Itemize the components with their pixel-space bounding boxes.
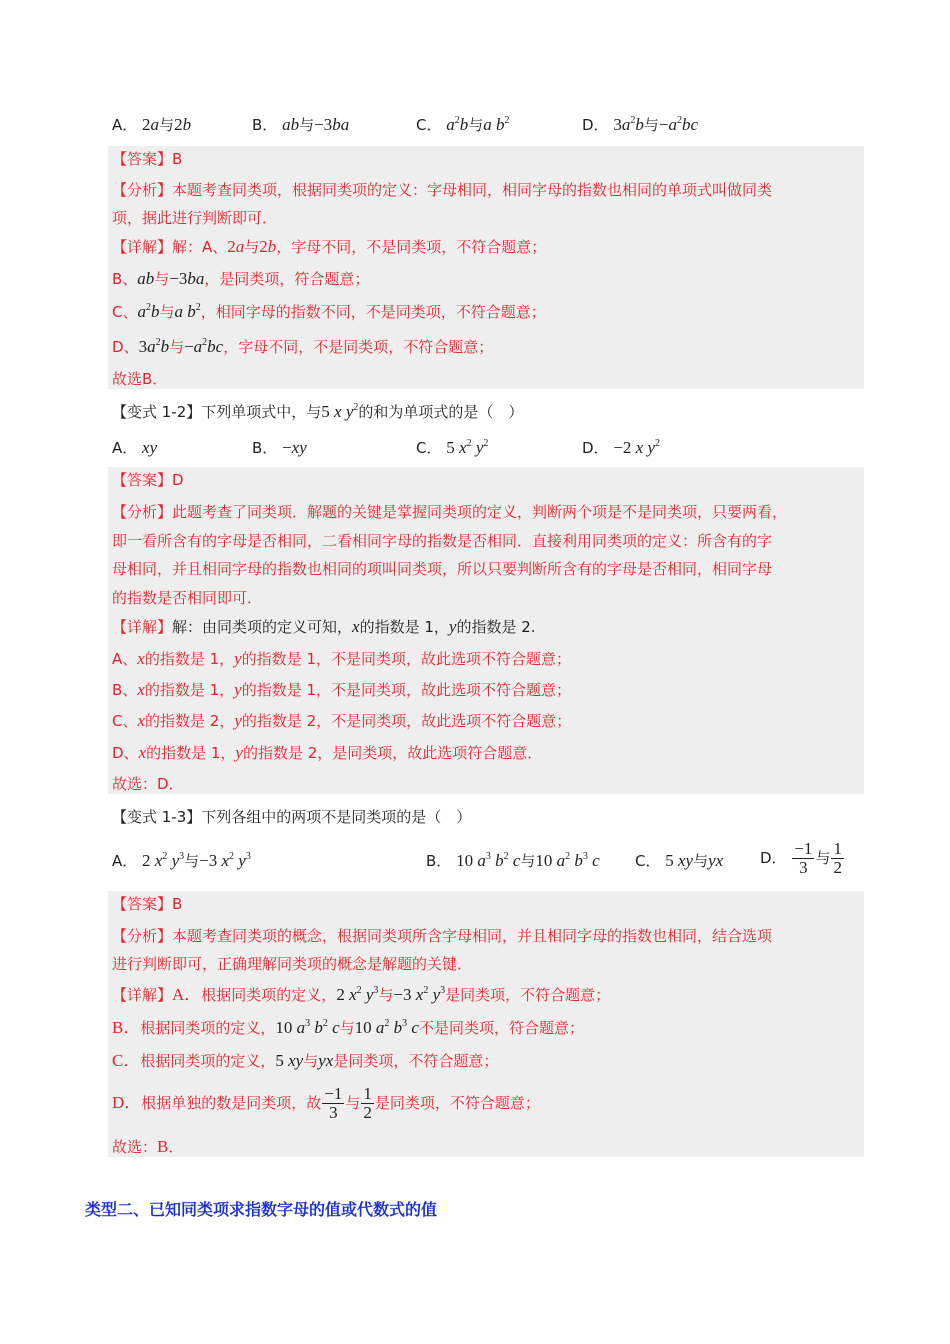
q2-detail-a: A、x的指数是 1，y的指数是 1，不是同类项，故此选项不符合题意； [112,649,571,668]
q1-option-d: D． $3a^2b$与$-a^2bc$ [582,115,698,134]
q2-option-c: C． 5 $x^2$ $y^2$ [416,438,489,457]
q2-detail-intro: 【详解】解：由同类项的定义可知，x的指数是 1，y的指数是 2. [112,617,536,636]
q3-analysis-line-2: 进行判断即可，正确理解同类项的概念是解题的关键． [112,955,473,973]
q3-title: 【变式 1-3】下列各组中的两项不是同类项的是（ ） [112,808,472,826]
q2-analysis-line-3: 母相同，并且相同字母的指数也相同的项叫同类项，所以只要判断所含有的字母是否相同，相同字母 [112,560,773,578]
q3-conclusion: 故选：B． [112,1137,184,1156]
q2-detail-b: B、x的指数是 1，y的指数是 1，不是同类项，故此选项不符合题意； [112,680,572,699]
q1-analysis-line-1: 【分析】本题考查同类项，根据同类项的定义：字母相同，相同字母的指数也相同的单项式叫做同类 [112,181,773,199]
q3-detail-b: B．根据同类项的定义，10 $a^3$ $b^2$ c与10 $a^2$ $b^3$ c不是同类项，符合题意； [112,1018,584,1037]
q2-option-d: D． −2 x $y^2$ [582,438,661,457]
q1-option-c: C． $a^2b$与a $b^2$ [416,115,510,134]
q1-conclusion: 故选B． [112,370,168,388]
q2-option-a: A． xy [112,438,158,457]
q3-analysis-line-1: 【分析】本题考查同类项的概念，根据同类项所含字母相同，并且相同字母的指数也相同，结合选项 [112,927,773,945]
q2-analysis-line-4: 的指数是否相同即可． [112,589,263,607]
q3-option-a: A． 2 $x^2$ $y^3$与−3 $x^2$ $y^3$ [112,851,251,870]
q2-detail-d: D、x的指数是 1，y的指数是 2，是同类项，故此选项符合题意． [112,743,543,762]
fraction-one-half: $\frac{1}{2}$ [833,839,842,877]
q2-detail-c: C、x的指数是 2，y的指数是 2，不是同类项，故此选项不符合题意； [112,711,572,730]
q1-option-b: B． ab与−3ba [252,115,350,134]
q1-answer: 【答案】B [112,150,183,168]
q1-analysis-line-2: 项，据此进行判断即可． [112,209,278,227]
section-heading: 类型二、已知同类项求指数字母的值或代数式的值 [85,1200,438,1219]
q1-detail-d: D、$3a^2b$与$-a^2bc$，字母不同，不是同类项，不符合题意； [112,337,494,356]
q1-detail-b: B、ab与−3ba，是同类项，符合题意； [112,269,370,288]
q2-conclusion: 故选：D． [112,775,184,793]
q2-analysis-line-1: 【分析】此题考查了同类项．解题的关键是掌握同类项的定义，判断两个项是不是同类项，只要两看， [112,503,788,521]
q1-detail-a: 【详解】解：A、2a与2b，字母不同，不是同类项，不符合题意； [112,237,547,256]
q2-analysis-line-2: 即一看所含有的字母是否相同，二看相同字母的指数是否相同．直接利用同类项的定义：所含有的字 [112,532,773,550]
q1-detail-c: C、$a^2b$与a $b^2$，相同字母的指数不同，不是同类项，不符合题意； [112,302,546,321]
q3-detail-a: 【详解】A．根据同类项的定义，2 $x^2$ $y^3$与−3 $x^2$ $y^3$是同类项，不符合题意； [112,985,611,1004]
q3-option-c: C． 5 xy与yx [635,851,724,870]
q3-option-d: D． $\frac{-1}{3}$ 与 $\frac{1}{2}$ [760,839,842,877]
q1-option-a: A． 2a与2b [112,115,192,134]
q2-answer: 【答案】D [112,471,184,489]
q3-detail-d: D．根据单独的数是同类项，故 $\frac{-1}{3}$ 与 $\frac{1}{2}$ 是同类项，不符合题意； [112,1084,540,1122]
q3-option-b: B． 10 $a^3$ $b^2$ c与10 $a^2$ $b^3$ c [426,851,600,870]
q3-answer: 【答案】B [112,895,183,913]
math-expr: 2a [142,115,160,134]
q3-detail-c: C．根据同类项的定义，5 xy与yx是同类项，不符合题意； [112,1051,499,1070]
q2-option-b: B． −xy [252,438,307,457]
fraction-neg-one-third: $\frac{-1}{3}$ [794,839,813,877]
q2-title: 【变式 1-2】下列单项式中，与5 x $y^2$的和为单项式的是（ ） [112,402,524,421]
